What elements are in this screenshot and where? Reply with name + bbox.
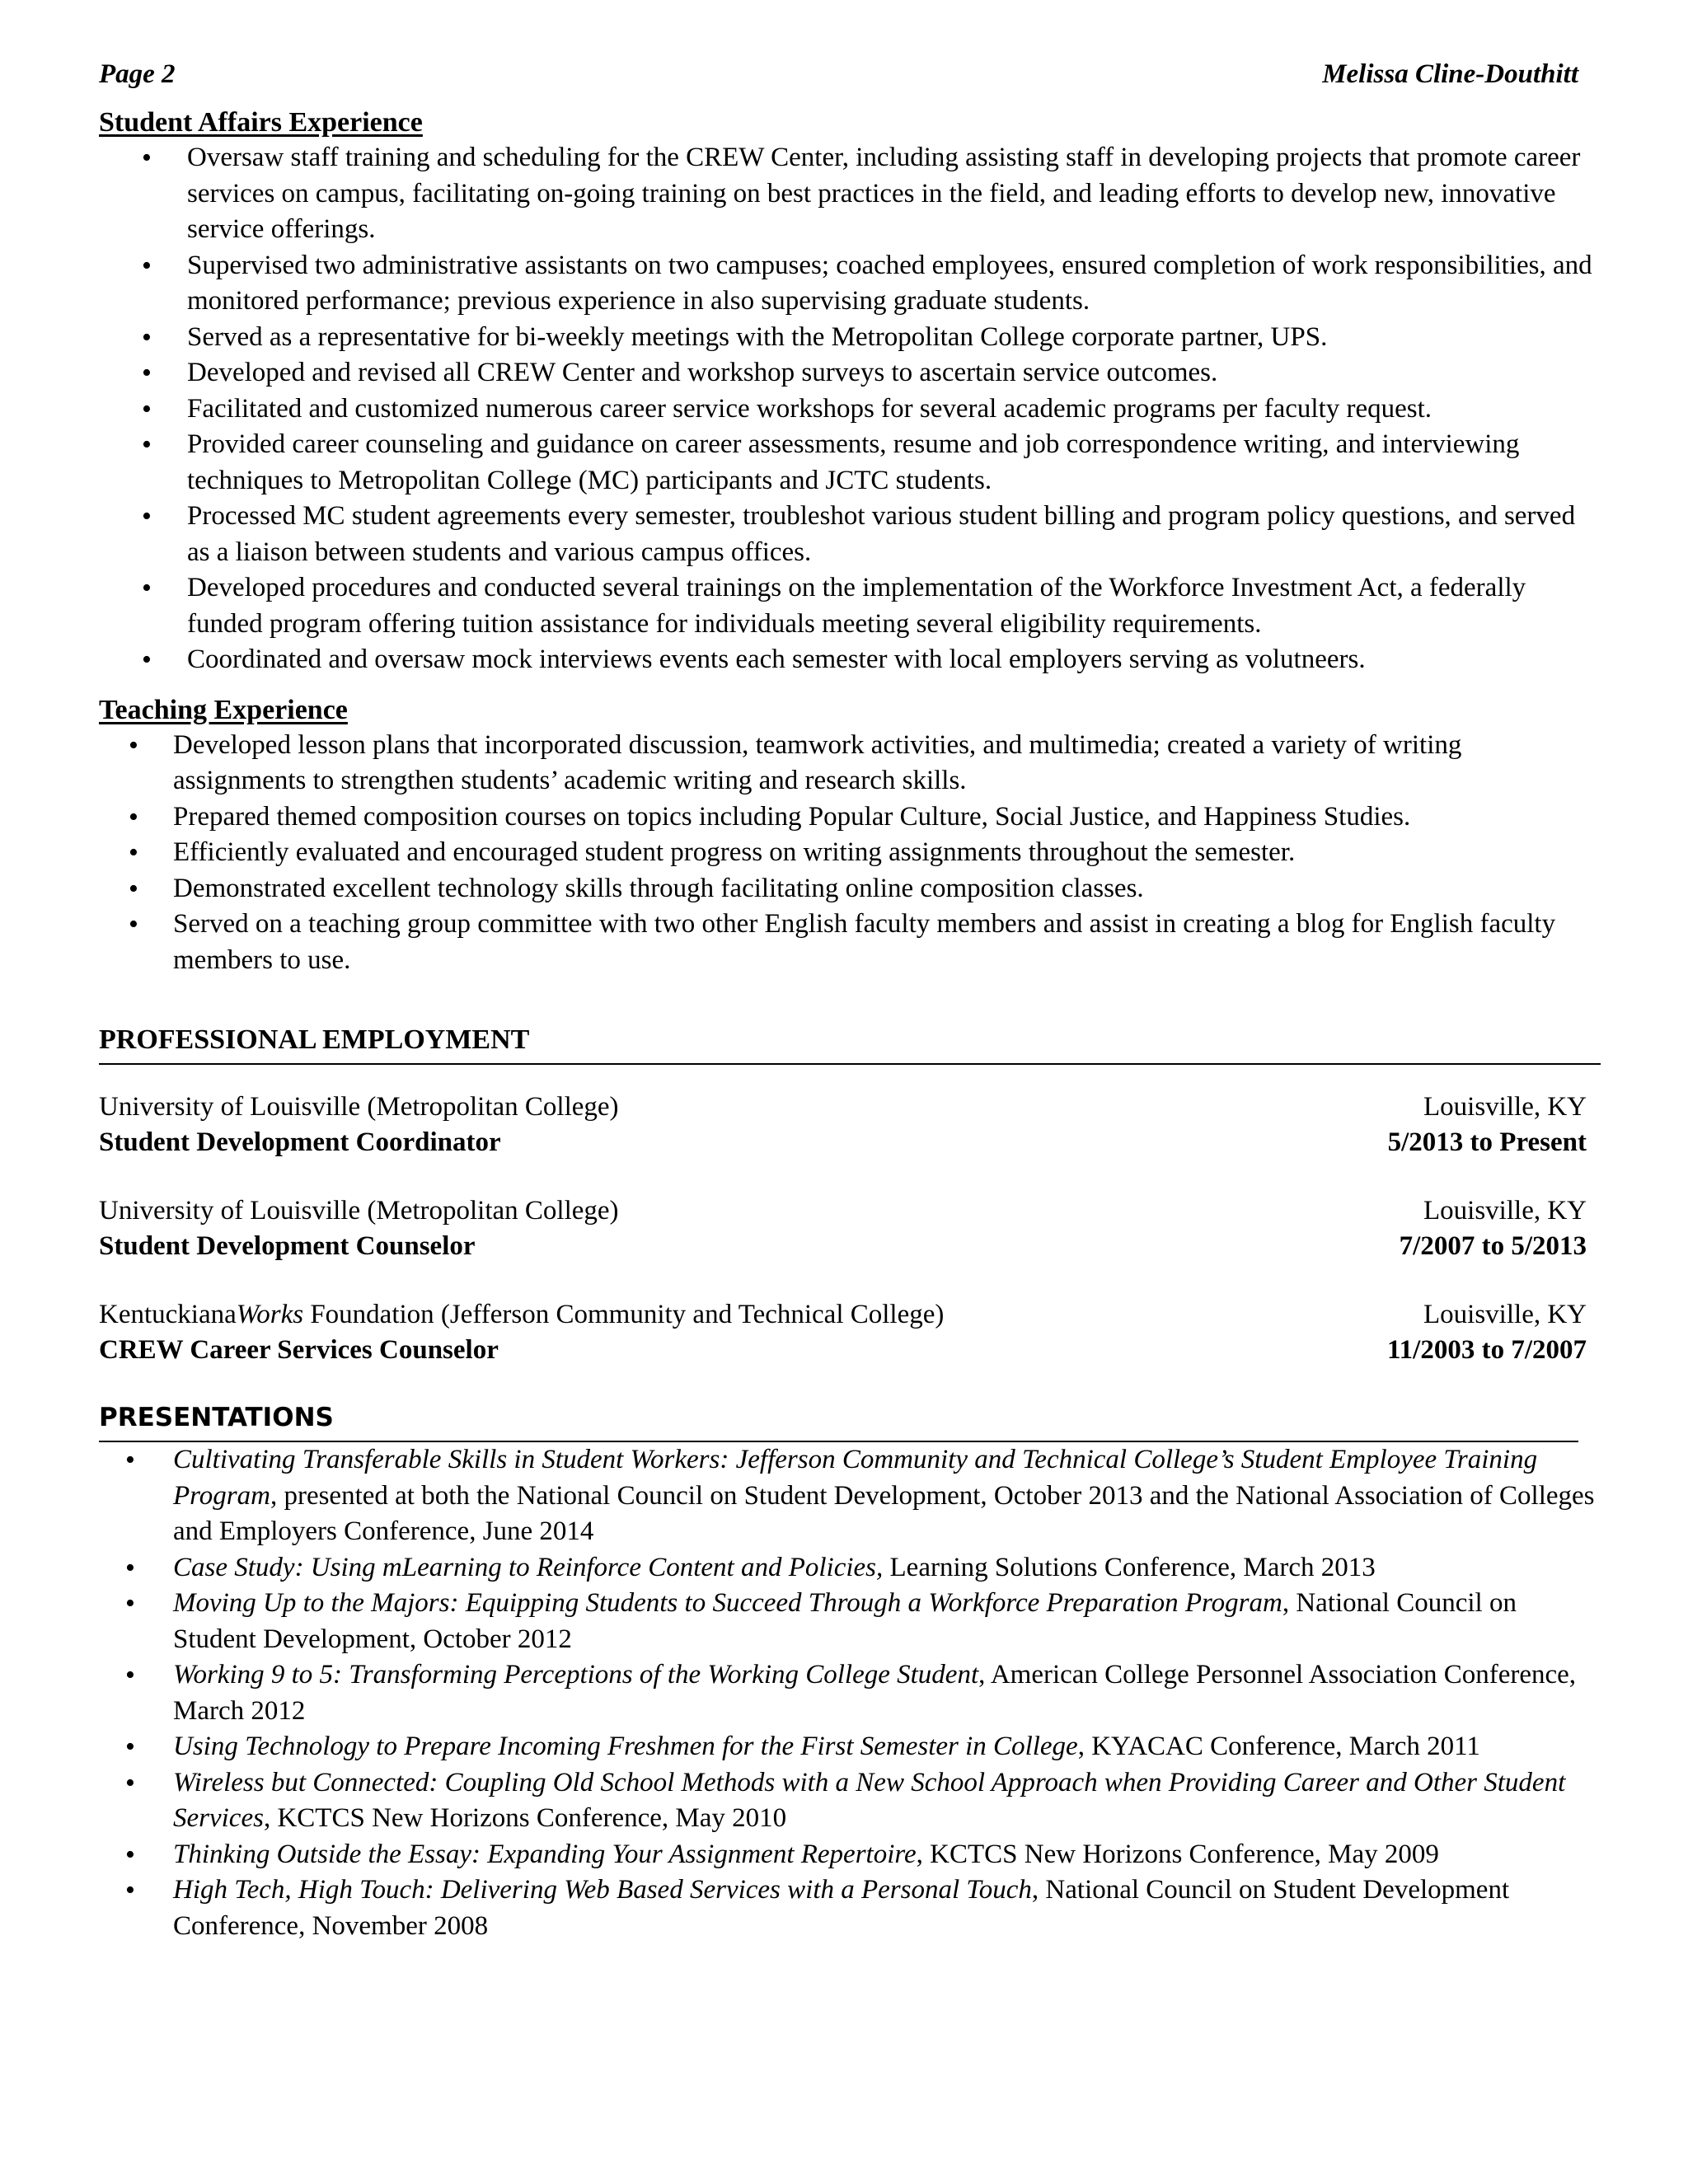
- page-header: [99, 58, 1578, 91]
- employment-divider: [99, 1063, 1601, 1065]
- job-dates: 5/2013 to Present: [1387, 1127, 1587, 1157]
- list-item: • Using Technology to Prepare Incoming Freshmen for the First Semester in College, KYACAC Conference, March 2011: [99, 1729, 1599, 1765]
- list-item: • High Tech, High Touch: Delivering Web Based Services with a Personal Touch, National Council on Student Development Conference, November 2008: [99, 1872, 1599, 1944]
- teaching-list: [99, 728, 1599, 979]
- job-location: Louisville, KY: [1423, 1300, 1587, 1329]
- list-item: • Served as a representative for bi-weekly meetings with the Metropolitan College corporate partner, UPS.: [99, 320, 1599, 356]
- job-location: Louisville, KY: [1423, 1092, 1587, 1122]
- list-item: • Prepared themed composition courses on topics including Popular Culture, Social Justice, and Happiness Studies.: [99, 799, 1599, 836]
- job-title: CREW Career Services Counselor: [99, 1335, 499, 1365]
- list-item: • Developed procedures and conducted several trainings on the implementation of the Workforce Investment Act, a federally funded program offering tuition assistance for individuals meeting several eligibility requirements.: [99, 570, 1599, 642]
- list-item: • Demonstrated excellent technology skills through facilitating online composition classes.: [99, 871, 1599, 907]
- teaching-heading: Teaching Experience: [99, 694, 348, 725]
- job-organization: University of Louisville (Metropolitan College): [99, 1092, 619, 1122]
- list-item: • Thinking Outside the Essay: Expanding Your Assignment Repertoire, KCTCS New Horizons Conference, May 2009: [99, 1837, 1599, 1873]
- list-item: • Efficiently evaluated and encouraged student progress on writing assignments throughout the semester.: [99, 835, 1599, 871]
- job-entry: [99, 1090, 1599, 1160]
- student-affairs-list: [99, 140, 1599, 678]
- job-location: Louisville, KY: [1423, 1196, 1587, 1226]
- list-item: • Supervised two administrative assistants on two campuses; coached employees, ensured completion of work responsibilities, and monitored performance; previous experience in also supervising graduate students.: [99, 248, 1599, 320]
- list-item: • Coordinated and oversaw mock interviews events each semester with local employers serving as volutneers.: [99, 642, 1599, 678]
- student-affairs-heading: Student Affairs Experience: [99, 107, 423, 138]
- list-item: • Moving Up to the Majors: Equipping Students to Succeed Through a Workforce Preparation Program, National Council on Student Development, October 2012: [99, 1586, 1599, 1657]
- list-item: • Provided career counseling and guidance on career assessments, resume and job correspondence writing, and interviewing techniques to Metropolitan College (MC) participants and JCTC students.: [99, 427, 1599, 499]
- presentations-heading: PRESENTATIONS: [99, 1403, 334, 1432]
- job-title: Student Development Coordinator: [99, 1127, 501, 1157]
- job-entry: [99, 1297, 1599, 1368]
- list-item: • Processed MC student agreements every semester, troubleshot various student billing and program policy questions, and served as a liaison between students and various campus offices.: [99, 499, 1599, 570]
- list-item: • Working 9 to 5: Transforming Perceptions of the Working College Student, American College Personnel Association Conference, March 2012: [99, 1657, 1599, 1729]
- job-title: Student Development Counselor: [99, 1231, 476, 1261]
- list-item: • Wireless but Connected: Coupling Old School Methods with a New School Approach when Providing Career and Other Student Services, KCTCS New Horizons Conference, May 2010: [99, 1765, 1599, 1837]
- employment-heading: PROFESSIONAL EMPLOYMENT: [99, 1024, 530, 1055]
- page-number: Page 2: [99, 59, 176, 89]
- list-item: • Developed and revised all CREW Center and workshop surveys to ascertain service outcomes.: [99, 355, 1599, 391]
- job-organization: KentuckianaWorks Foundation (Jefferson Community and Technical College): [99, 1300, 945, 1329]
- list-item: • Oversaw staff training and scheduling for the CREW Center, including assisting staff in developing projects that promote career services on campus, facilitating on-going training on best practices in the field, and leading efforts to develop new, innovative service offerings.: [99, 140, 1599, 248]
- list-item: • Developed lesson plans that incorporated discussion, teamwork activities, and multimedia; created a variety of writing assignments to strengthen students’ academic writing and research skills.: [99, 728, 1599, 799]
- presentations-list: [99, 1442, 1599, 1944]
- list-item: • Case Study: Using mLearning to Reinforce Content and Policies, Learning Solutions Conference, March 2013: [99, 1550, 1599, 1586]
- author-name: Melissa Cline-Douthitt: [1322, 59, 1578, 89]
- list-item: • Served on a teaching group committee with two other English faculty members and assist in creating a blog for English faculty members to use.: [99, 907, 1599, 978]
- job-organization: University of Louisville (Metropolitan College): [99, 1196, 619, 1226]
- list-item: • Cultivating Transferable Skills in Student Workers: Jefferson Community and Technical College’s Student Employee Training Program, presented at both the National Council on Student Development, October 2013 and the National Association of Colleges and Employers Conference, June 2014: [99, 1442, 1599, 1550]
- resume-page: [99, 58, 1599, 1944]
- job-dates: 11/2003 to 7/2007: [1386, 1335, 1587, 1365]
- job-entry: [99, 1193, 1599, 1264]
- list-item: • Facilitated and customized numerous career service workshops for several academic programs per faculty request.: [99, 391, 1599, 428]
- job-dates: 7/2007 to 5/2013: [1399, 1231, 1587, 1261]
